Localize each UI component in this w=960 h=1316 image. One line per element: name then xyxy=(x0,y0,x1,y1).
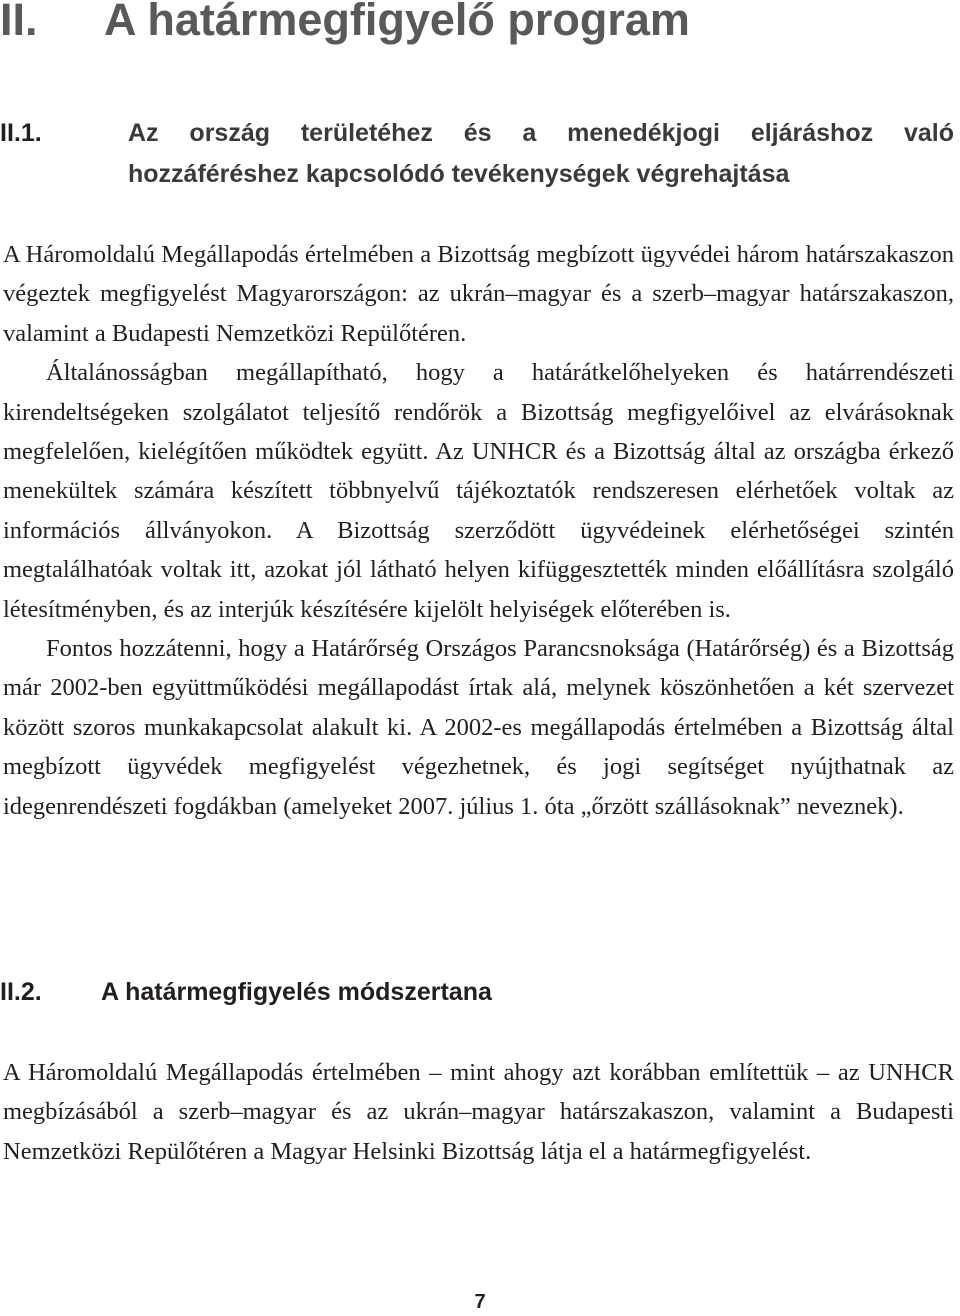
chapter-title xyxy=(0,0,690,50)
paragraph-3: Fontos hozzátenni, hogy a Határőrség Országos Parancsnoksága (Határőrség) és a Bizottság már 2002-ben együttműködési megállapodást írtak alá, melynek köszönhetően a két szervezet között szoros munkakapcsolat alakult ki. A 2002-es megállapodás értelmében a Bizottság által megbízott ügyvédek megfigyelést végezhetnek, és jogi segítséget nyújthatnak az idegenrendészeti fogdákban (amelyeket 2007. július 1. óta „őrzött szállásoknak” neveznek). xyxy=(3,635,954,820)
section-2-body xyxy=(3,1053,954,1171)
paragraph-1: A Háromoldalú Megállapodás értelmében a Bizottság megbízott ügyvédei három határszakaszon végeztek megfigyelést Magyarországon: az ukrán–magyar és a szerb–magyar határszakaszon, valamint a Budapesti Nemzetközi Repülőtéren. xyxy=(3,241,954,347)
section-heading-2 xyxy=(0,972,954,1013)
page-number: 7 xyxy=(474,1291,486,1313)
section-title-2: A határmegfigyelés módszertana xyxy=(101,978,492,1006)
section-number-1: II.1. xyxy=(0,119,42,147)
section-1-body xyxy=(3,235,954,826)
paragraph-4: A Háromoldalú Megállapodás értelmében – mint ahogy azt korábban említettük – az UNHCR megbízásából a szerb–magyar és az ukrán–magyar határszakaszon, valamint a Budapesti Nemzetközi Repülőtéren a Magyar Helsinki Bizottság látja el a határmegfigyelést. xyxy=(3,1059,954,1165)
chapter-title-text: A határmegfigyelő program xyxy=(104,0,690,45)
section-heading-1 xyxy=(0,113,954,195)
paragraph-2: Általánosságban megállapítható, hogy a határátkelőhelyeken és határrendészeti kirendeltségeken szolgálatot teljesítő rendőrök a Bizottság megfigyelőivel az elvárásoknak megfelelően, kielégítően működtek együtt. Az UNHCR és a Bizottság által az országba érkező menekültek számára készített többnyelvű tájékoztatók rendszeresen elérhetőek voltak az információs állványokon. A Bizottság szerződött ügyvédeinek elérhetőségei szintén megtalálhatóak voltak itt, azokat jól látható helyen kifüggesztették minden előállításra szolgáló létesítményben, és az interjúk készítésére kijelölt helyiségek előterében is. xyxy=(3,359,954,623)
section-title-1: Az ország területéhez és a menedékjogi eljáráshoz való hozzáféréshez kapcsolódó tevékenységek végrehajtása xyxy=(128,119,954,188)
chapter-number: II. xyxy=(0,0,38,45)
section-number-2: II.2. xyxy=(0,978,42,1006)
